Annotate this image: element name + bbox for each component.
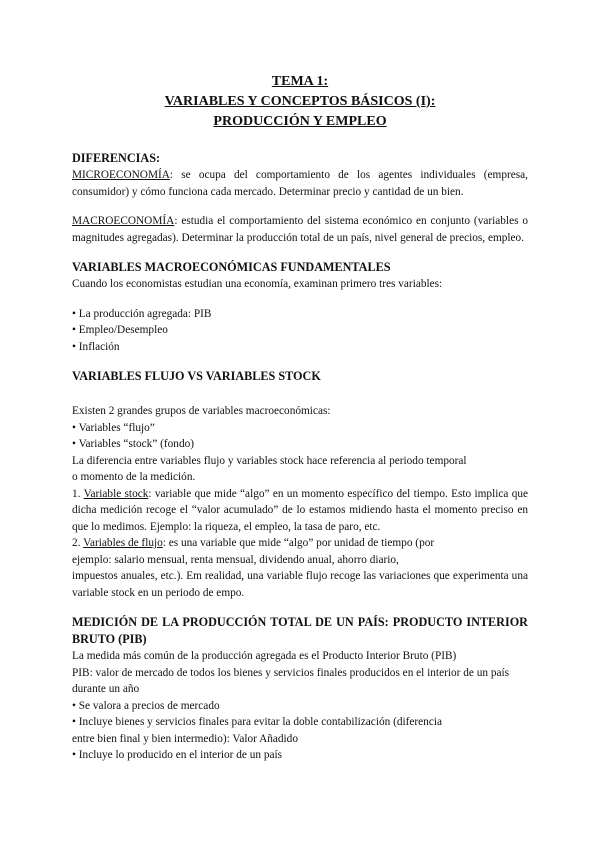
list-item: • Inflación: [72, 340, 120, 353]
paragraph-microeconomia: [72, 167, 528, 200]
text-variable-stock: : variable que mide “algo” en un momento específico del tiempo. Esto implica que dicha medición recoge el “valor acumulado” de lo estamos midiendo hasta el momento preciso en que lo medimos. Ejemplo: la riqueza, el empleo, la tasa de paro, etc.: [72, 487, 529, 533]
section-variables-fundamentales: [72, 259, 528, 355]
list-item: • Incluye bienes y servicios finales para evitar la doble contabilización (diferencia: [72, 716, 443, 728]
paragraph-macroeconomia: [72, 213, 528, 246]
title-line-3: PRODUCCIÓN Y EMPLEO: [213, 114, 387, 129]
heading-flujo-vs-stock: VARIABLES FLUJO VS VARIABLES STOCK: [72, 369, 321, 383]
term-microeconomia: MICROECONOMÍA: [72, 169, 170, 181]
heading-variables-fundamentales: VARIABLES MACROECONÓMICAS FUNDAMENTALES: [72, 260, 391, 274]
list-item: • Variables “flujo”: [72, 421, 155, 434]
section-medicion-pib: [72, 614, 528, 764]
heading-diferencias: DIFERENCIAS:: [72, 151, 161, 165]
list-item: • Se valora a precios de mercado: [72, 699, 220, 712]
text-macroeconomia: : estudia el comportamiento del sistema económico en conjunto (variables o magnitudes agregadas). Determinar la producción total de un país, nivel general de precios, empleo.: [72, 215, 528, 244]
diferencia-line-2: o momento de la medición.: [72, 471, 196, 483]
paragraph-variables-flujo: [72, 535, 528, 552]
list-item: • Empleo/Desempleo: [72, 324, 168, 336]
list-item: • Incluye lo producido en el interior de un país: [72, 749, 283, 761]
list-item: • Variables “stock” (fondo): [72, 438, 195, 450]
title-line-2: VARIABLES Y CONCEPTOS BÁSICOS (I):: [164, 94, 436, 109]
document-title: [72, 72, 528, 132]
paragraph-variable-stock: [72, 486, 528, 536]
section-diferencias: [72, 150, 528, 246]
intro-flujo-stock: Existen 2 grandes grupos de variables macroeconómicas:: [72, 405, 331, 417]
title-line-1: TEMA 1:: [271, 74, 329, 89]
intro-variables-fundamentales: Cuando los economistas estudian una economía, examinan primero tres variables:: [72, 278, 443, 290]
heading-medicion-pib: MEDICIÓN DE LA PRODUCCIÓN TOTAL DE UN PAÍS: PRODUCTO INTERIOR BRUTO (PIB): [72, 615, 528, 646]
document-page: [72, 72, 528, 764]
term-variables-flujo: Variables de flujo: [83, 537, 163, 549]
text-microeconomia: : se ocupa del comportamiento de los agentes individuales (empresa, consumidor) y cómo funciona cada mercado. Determinar precio y cantidad de un bien.: [72, 169, 528, 198]
medicion-line-1: La medida más común de la producción agregada es el Producto Interior Bruto (PIB): [72, 650, 457, 662]
stock-number: 1.: [72, 487, 84, 500]
flujo-number: 2.: [72, 537, 84, 549]
text-variables-flujo: : es una variable que mide “algo” por unidad de tiempo (por: [162, 537, 435, 549]
diferencia-line-1: La diferencia entre variables flujo y variables stock hace referencia al periodo temporal: [72, 454, 467, 467]
term-macroeconomia: MACROECONOMÍA: [72, 215, 175, 227]
term-variable-stock: Variable stock: [83, 487, 149, 500]
section-flujo-vs-stock: [72, 368, 528, 601]
medicion-line-2: PIB: valor de mercado de todos los bienes y servicios finales producidos en el interior de un país durante un año: [72, 666, 510, 695]
list-item: • La producción agregada: PIB: [72, 307, 212, 320]
flujo-line-3: impuestos anuales, etc.). Em realidad, una variable flujo recoge las variaciones que experimenta una variable stock en un periodo de empo.: [72, 570, 528, 599]
flujo-line-2: ejemplo: salario mensual, renta mensual, dividendo anual, ahorro diario,: [72, 553, 399, 566]
list-item-continuation: entre bien final y bien intermedio): Valor Añadido: [72, 732, 298, 745]
